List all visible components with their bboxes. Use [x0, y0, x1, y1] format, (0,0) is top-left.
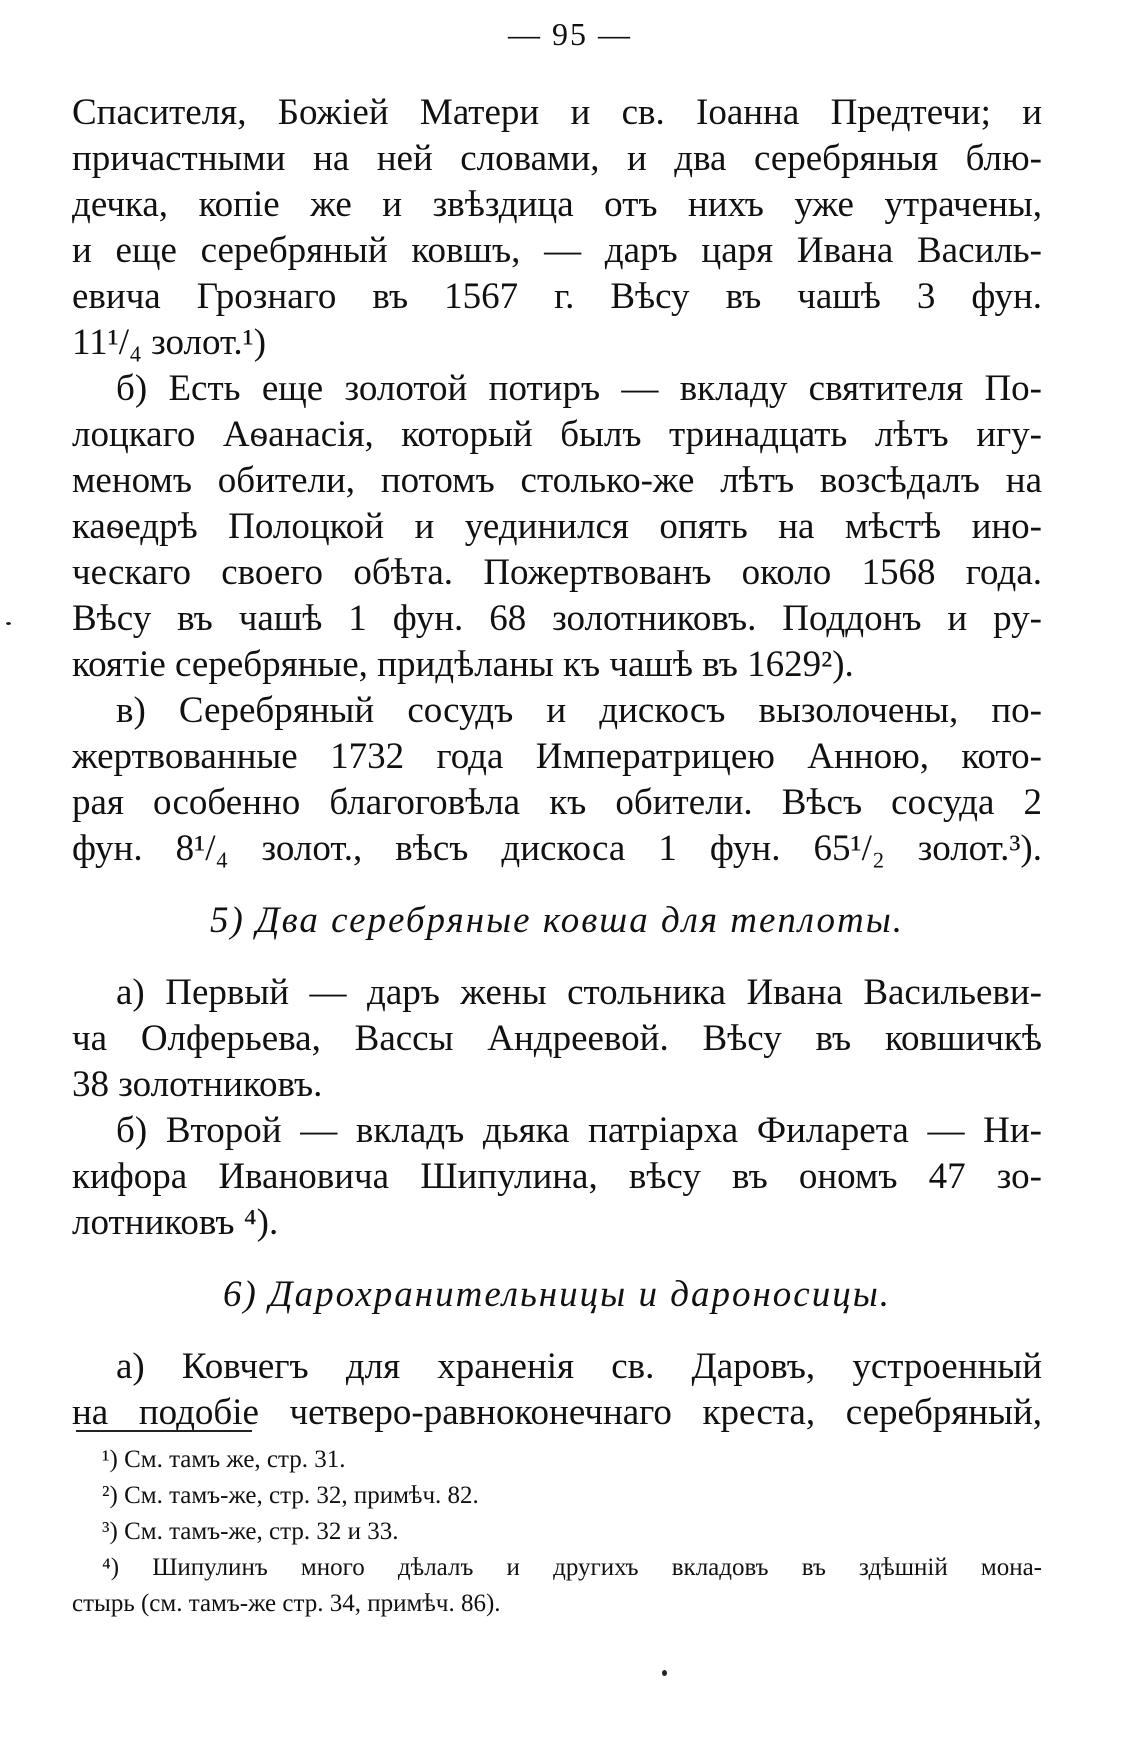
text-line: 38 золотниковъ.	[72, 1064, 323, 1105]
footnotes	[72, 1442, 1042, 1622]
text-line: лотниковъ ⁴).	[72, 1202, 279, 1243]
text-line: причастными на ней словами, и два серебряныя блю-	[72, 138, 1042, 179]
text-line: кифора Ивановича Шипулина, вѣсу въ ономъ 47 зо-	[72, 1156, 1042, 1197]
paragraph-continuation	[72, 90, 1042, 366]
text-line: и еще серебряный ковшъ, — даръ царя Ивана Василь-	[72, 230, 1042, 271]
text-line: ческаго своего обѣта. Пожертвованъ около 1568 года.	[72, 552, 1042, 593]
text-line: жертвованные 1732 года Императрицею Анною, кото-	[72, 736, 1042, 777]
text-line: фун. 8¹/₄ золот., вѣсъ дискоса 1 фун. 65¹/₂ золот.³).	[72, 828, 1042, 869]
text-line: Спасителя, Божіей Матери и св. Іоанна Предтечи; и	[72, 92, 1042, 133]
footnote: ¹) См. тамъ же, стр. 31.	[102, 1446, 346, 1473]
paragraph-6a	[72, 1344, 1042, 1436]
footnote-divider	[76, 1430, 252, 1432]
page-number: — 95 —	[508, 16, 632, 52]
text-line: коятіе серебряные, придѣланы къ чашѣ въ 1629²).	[72, 644, 854, 685]
text-line: каѳедрѣ Полоцкой и уединился опять на мѣстѣ ино-	[72, 506, 1042, 547]
text-line: б) Второй — вкладъ дьяка патріарха Филарета — Ни-	[116, 1110, 1042, 1151]
scan-speck	[6, 622, 11, 625]
text-line: рая особенно благоговѣла къ обители. Вѣсъ сосуда 2	[72, 782, 1042, 823]
paragraph-5a	[72, 970, 1042, 1108]
scan-speck	[662, 1670, 667, 1676]
main-text	[72, 90, 1042, 1436]
text-line: дечка, копіе же и звѣздица отъ нихъ уже утрачены,	[72, 184, 1042, 225]
text-line: а) Первый — даръ жены стольника Ивана Васильеви-	[116, 972, 1042, 1013]
text-line: а) Ковчегъ для храненія св. Даровъ, устроенный	[116, 1346, 1042, 1387]
text-line: б) Есть еще золотой потиръ — вкладу святителя По-	[116, 368, 1042, 409]
footnote: ⁴) Шипулинъ много дѣлалъ и другихъ вкладовъ въ здѣшній мона-	[102, 1554, 1042, 1581]
text-line: меномъ обители, потомъ столько-же лѣтъ возсѣдалъ на	[72, 460, 1042, 501]
text-line: ча Олферьева, Вассы Андреевой. Вѣсу въ ковшичкѣ	[72, 1018, 1042, 1059]
text-line: 11¹/₄ золот.¹)	[72, 322, 267, 363]
paragraph-5b	[72, 1108, 1042, 1246]
paragraph-b	[72, 366, 1042, 688]
text-line: лоцкаго Аѳанасія, который былъ тринадцать лѣтъ игу-	[72, 414, 1042, 455]
footnote: ²) См. тамъ-же, стр. 32, примѣч. 82.	[102, 1482, 479, 1509]
text-line: Вѣсу въ чашѣ 1 фун. 68 золотниковъ. Поддонъ и ру-	[72, 598, 1042, 639]
section-heading-6: 6) Дарохранительницы и дароносицы.	[222, 1274, 892, 1315]
text-line: на подобіе четверо-равноконечнаго креста, серебряный,	[72, 1392, 1042, 1433]
footnote-continuation: стырь (см. тамъ-же стр. 34, примѣч. 86).	[72, 1590, 501, 1617]
section-heading-5: 5) Два серебряные ковша для теплоты.	[209, 900, 905, 941]
paragraph-v	[72, 688, 1042, 872]
footnote: ³) См. тамъ-же, стр. 32 и 33.	[102, 1518, 399, 1545]
text-line: евича Грознаго въ 1567 г. Вѣсу въ чашѣ 3 фун.	[72, 276, 1042, 317]
text-line: в) Серебряный сосудъ и дискосъ вызолочены, по-	[116, 690, 1042, 731]
